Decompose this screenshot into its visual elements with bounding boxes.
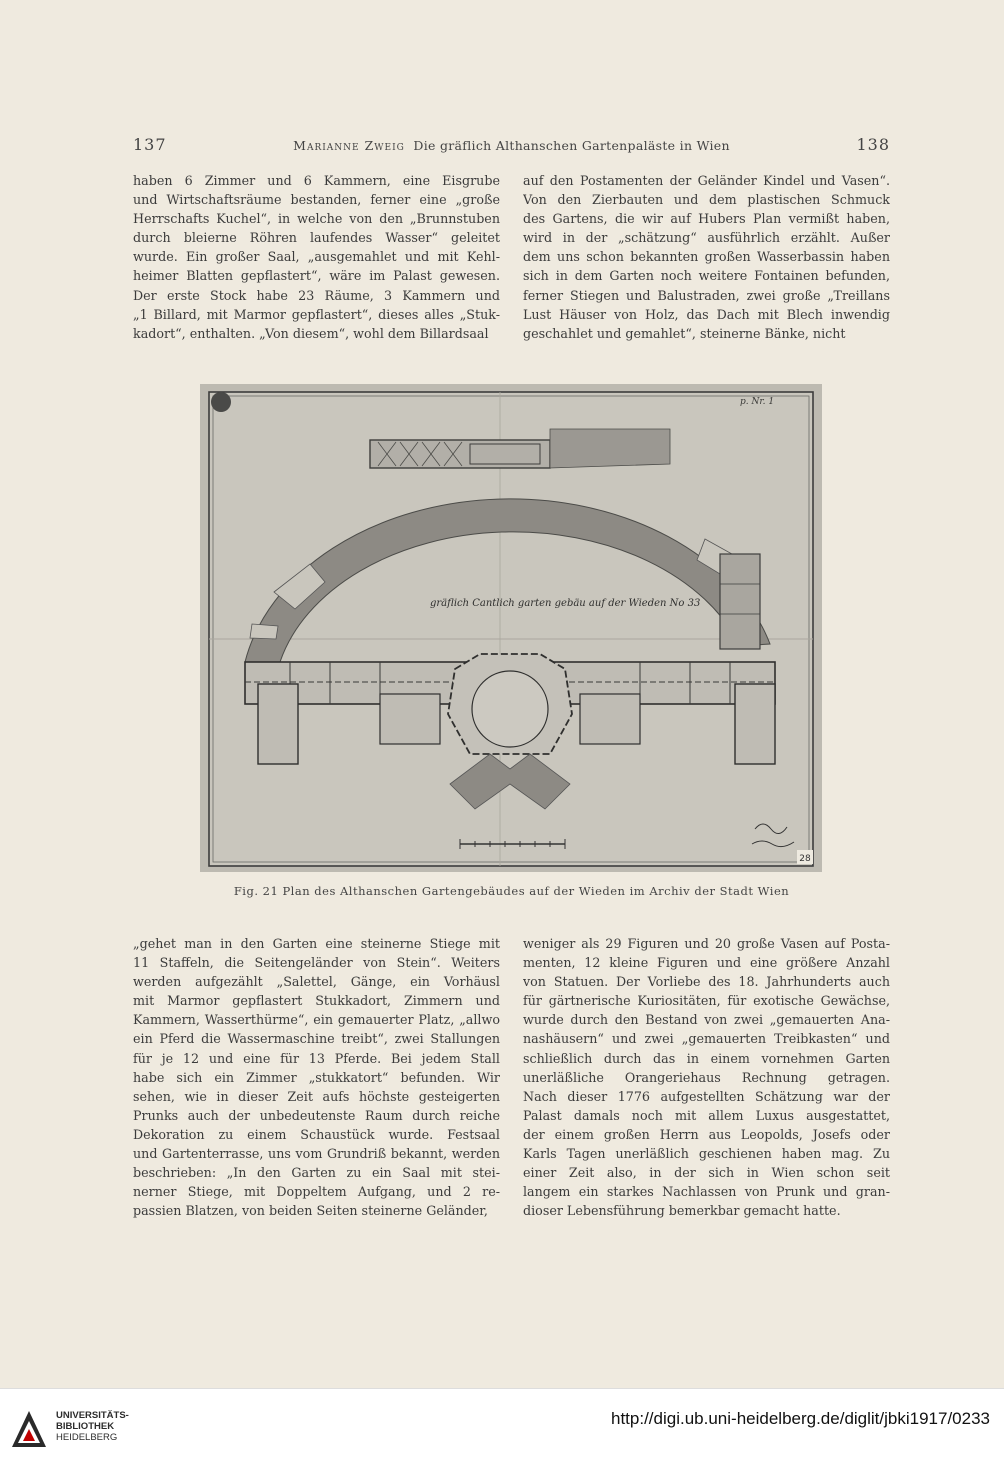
text-line: „1 Billard, mit Marmor gepflastert“, dieses alles „Stuk-: [133, 306, 500, 322]
text-column-bottom-right: [523, 934, 890, 1220]
text-line: Karls Tagen unerläßlich geschienen haben mag. Zu: [523, 1146, 890, 1162]
text-line: mit Marmor gepflastert Stukkadort, Zimmern und: [133, 993, 500, 1009]
text-line: Palast damals noch mit allem Luxus ausgestattet,: [523, 1107, 890, 1123]
running-header: [133, 135, 890, 159]
text-line: werden aufgezählt „Salettel, Gänge, ein Vorhäusl: [133, 974, 500, 990]
author-name: Marianne Zweig: [293, 138, 405, 153]
text-line: beschrieben: „In den Garten zu ein Saal mit stei-: [133, 1165, 500, 1181]
text-line: ferner Stiegen und Balustraden, zwei große „Treillans: [523, 287, 890, 303]
floor-plan-figure: [200, 384, 822, 872]
text-line: sich in dem Garten noch weitere Fontainen befunden,: [523, 268, 890, 284]
text-line: sehen, wie in dieser Zeit aufs höchste gesteigerten: [133, 1088, 500, 1104]
library-footer: [0, 1388, 1004, 1459]
page-number-right: 138: [856, 135, 890, 154]
text-line: durch bleierne Röhren laufendes Wasser“ geleitet: [133, 230, 500, 246]
article-title: Die gräflich Althanschen Gartenpaläste in Wien: [413, 138, 730, 153]
stamp-number: 28: [799, 854, 811, 864]
text-line: schließlich durch das in einem vornehmen Garten: [523, 1050, 890, 1066]
running-title: [133, 138, 890, 153]
text-line: von Statuen. Der Vorliebe des 18. Jahrhunderts auch: [523, 974, 890, 990]
text-line: wurde. Ein großer Saal, „ausgemahlet und mit Kehl-: [133, 249, 500, 265]
library-name: [56, 1410, 129, 1443]
library-line-2: BIBLIOTHEK: [56, 1421, 115, 1432]
library-line-1: UNIVERSITÄTS-: [56, 1410, 129, 1421]
text-line: für je 12 und eine für 13 Pferde. Bei jedem Stall: [133, 1050, 500, 1066]
text-line: Lust Häuser von Holz, das Dach mit Blech inwendig: [523, 306, 890, 322]
handwritten-title: gräflich Cantlich garten gebäu auf der Wieden No 33: [430, 598, 701, 609]
text-line: Kammern, Wasserthürme“, ein gemauerter Platz, „allwo: [133, 1012, 500, 1028]
text-line: 11 Staffeln, die Seitengeländer von Stein“. Weiters: [133, 955, 500, 971]
page-number-left: 137: [133, 135, 167, 154]
library-logo-icon: [10, 1409, 48, 1449]
text-line: Dekoration zu einem Schaustück wurde. Festsaal: [133, 1126, 500, 1142]
text-line: nerner Stiege, mit Doppeltem Aufgang, und 2 re-: [133, 1184, 500, 1200]
text-line: langem ein starkes Nachlassen von Prunk und gran-: [523, 1184, 890, 1200]
text-line: Nach dieser 1776 aufgestellten Schätzung war der: [523, 1088, 890, 1104]
text-line: habe sich ein Zimmer „stukkatort“ befunden. Wir: [133, 1069, 500, 1085]
text-line: der einem großen Herrn aus Leopolds, Josefs oder: [523, 1126, 890, 1142]
text-line: wird in der „schätzung“ ausführlich erzählt. Außer: [523, 230, 890, 246]
text-line: dem uns schon bekannten großen Wasserbassin haben: [523, 249, 890, 265]
text-line: geschahlet und gemahlet“, steinerne Bänke, nicht: [523, 325, 846, 341]
text-line: weniger als 29 Figuren und 20 große Vasen auf Posta-: [523, 936, 890, 951]
text-line: ein Pferd die Wassermaschine treibt“, zwei Stallungen: [133, 1031, 500, 1047]
text-line: dioser Lebensführung bemerkbar gemacht hatte.: [523, 1203, 841, 1219]
library-line-3: HEIDELBERG: [56, 1432, 118, 1443]
text-line: kadort“, enthalten. „Von diesem“, wohl dem Billardsaal: [133, 325, 489, 341]
corner-note: p. Nr. 1: [740, 397, 775, 407]
text-line: Prunks auch der unbedeutenste Raum durch reiche: [133, 1107, 500, 1123]
text-line: haben 6 Zimmer und 6 Kammern, eine Eisgrube: [133, 173, 500, 188]
text-line: menten, 12 kleine Figuren und eine größere Anzahl: [523, 955, 890, 971]
text-line: „gehet man in den Garten eine steinerne Stiege mit: [133, 936, 500, 951]
text-line: für gärtnerische Kuriositäten, für exotische Gewächse,: [523, 993, 890, 1009]
text-line: unerläßliche Orangeriehaus Rechnung getragen.: [523, 1069, 890, 1085]
text-line: auf den Postamenten der Geländer Kindel und Vasen“.: [523, 173, 890, 188]
text-line: Von den Zierbauten und dem plastischen Schmuck: [523, 192, 890, 208]
floor-plan-drawing: [200, 384, 822, 872]
text-line: nashäusern“ und zwei „gemauerten Treibkasten“ und: [523, 1031, 890, 1047]
text-column-top-right: [523, 171, 890, 343]
text-column-top-left: [133, 171, 500, 343]
text-line: einer Zeit also, in der sich in Wien schon seit: [523, 1165, 890, 1181]
source-url[interactable]: http://digi.ub.uni-heidelberg.de/diglit/jbki1917/0233: [611, 1409, 990, 1428]
text-line: und Gartenterrasse, uns vom Grundriß bekannt, werden: [133, 1146, 500, 1162]
figure-caption: Fig. 21 Plan des Althanschen Gartengebäudes auf der Wieden im Archiv der Stadt Wien: [233, 884, 790, 898]
text-line: Der erste Stock habe 23 Räume, 3 Kammern und: [133, 287, 500, 303]
text-line: Herrschafts Kuchel“, in welche von den „Brunnstuben: [133, 211, 500, 227]
text-line: wurde durch den Bestand von zwei „gemauerten Ana-: [523, 1012, 890, 1028]
text-line: und Wirtschaftsräume bestanden, ferner eine „große: [133, 192, 500, 208]
text-line: des Gartens, die wir auf Hubers Plan vermißt haben,: [523, 211, 890, 227]
text-line: passien Blatzen, von beiden Seiten steinerne Geländer,: [133, 1203, 488, 1219]
text-line: heimer Blatten gepflastert“, wäre im Palast gewesen.: [133, 268, 500, 284]
text-column-bottom-left: [133, 934, 500, 1220]
